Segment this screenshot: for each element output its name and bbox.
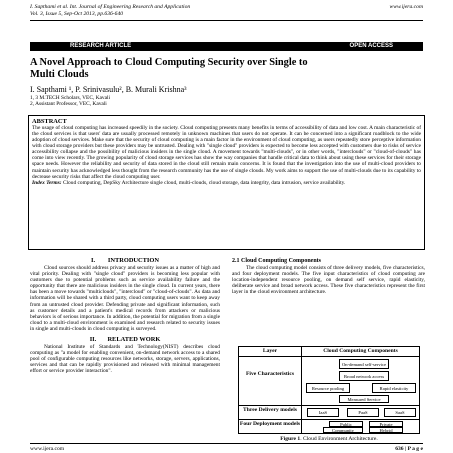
introduction-text: Cloud sources should address privacy and security issues as a matter of high and vital priority. Dealing with "single cloud" providers is becoming less popular with customers due to potential problems such as service availability failure and the opportunity that there are malicious insiders in the single cloud. In current years, there has been a move towards "multiclouds", "intercloud" or "cloud-of-clouds". As data and information will be shared with a third party, cloud computing users want to keep away from an untrusted cloud provider. Defending private and significant information, such as customer details and a patient's medical records from attackers or malicious behaviors is of serious importance. In addition, the potential for migration from a single cloud to a multi-cloud environment is examined and research related to security issues in single and multi-clouds in cloud computing is surveyed. (30, 265, 220, 332)
components-text: The cloud computing model consists of three delivery models, five characteristics, and four deployment models. The five input characteristics of cloud computing are location-independent resource pooling, on demand self service, rapid elasticity, deliberate service and broad network access. These five characteristics represent the first layer in the cloud environment architecture. (232, 265, 425, 296)
article-banner (30, 42, 423, 51)
private-box: Private (369, 421, 403, 427)
introduction-heading: I. INTRODUCTION (91, 257, 159, 264)
public-box: Public (329, 421, 363, 427)
related-work-heading: II. RELATED WORK (89, 335, 161, 343)
journal-volume: Vol. 3, Issue 5, Sep-Oct 2013, pp.636-640 (30, 10, 124, 17)
index-terms (32, 180, 421, 186)
related-work-text: National Institute of Standards and Technology(NIST) describes cloud computing as "a model for enabling convenient, on-demand network access to a shared pool of configurable computing resources like networks, storage, servers, applications, services and that can be rapidly provisioned and released with minimal management effort or service provider interaction". (30, 344, 220, 375)
affiliation-1: 1, 3 M.TECH Scholars, VEC, Kavali (30, 95, 111, 101)
abstract-box (28, 115, 425, 250)
figure-column-divider (301, 347, 302, 433)
footer-rule (30, 443, 423, 444)
paper-authors: I. Sapthami ¹, P. Srinivasulu², B. Murali Krishna³ (30, 85, 187, 94)
figure-row-divider-2 (239, 419, 419, 420)
journal-header (30, 4, 190, 18)
affiliation-2: 2, Assistant Professor, VEC, Kavali (30, 101, 107, 108)
figure-layer-header: Layer (262, 348, 278, 354)
abstract-text: The usage of cloud computing has increased speedily in the society. Cloud computing presents many benefits in terms of accessibility of data and low cost. A main characteristic of the cloud services is that users' data are usually processed remotely in unknown machines that users do not operate. It can be concerned into a significant roadblock to the wide adoption of cloud services. Make sure that the security of cloud computing is a main factor in the environment of cloud computing, as users repeatedly store perceptive information with cloud storage providers but these providers may be untrusted. Dealing with "single cloud" providers is expected to become less accepted with customers due to risks of service accessibility collapse and the possibility of malicious insiders in the single cloud. A movement towards "multi-clouds", or in other words, "interclouds" or "cloud-of-clouds" has come into view recently. The growing popularity of cloud storage services has show the way companies that handle critical data to think about using these services for their storage space needs. However the reliability and security of data stored in the cloud still remain main concerns. It is found that the investigation into the use of multi-cloud providers to maintain security has acknowledged less thought from the research community has the use of single clouds. My work aims to support the use of multi-clouds due to its capability to decrease security risks that affect the cloud computing user. (32, 125, 421, 180)
header-website: www.ijera.com (389, 4, 423, 10)
resource-pooling-box: Resource pooling (306, 383, 350, 393)
footer-website: www.ijera.com (30, 446, 65, 452)
on-demand-box: On-demand self-service (339, 359, 389, 369)
left-column (30, 258, 220, 374)
figure-row-divider-1 (239, 405, 419, 406)
three-delivery-models-label: Three Delivery models (243, 407, 297, 413)
hybrid-box: Hybrid (369, 427, 403, 433)
research-article-label: RESEARCH ARTICLE (70, 43, 132, 49)
open-access-label: OPEN ACCESS (349, 43, 393, 49)
broad-network-box: Broad network access (339, 371, 389, 381)
journal-citation: I. Sapthami et al. Int. Journal of Engineering Research and Application (30, 4, 191, 10)
four-deployment-models-label: Four Deployment models (239, 421, 301, 427)
figure-caption (238, 436, 420, 442)
iaas-box: IaaS (307, 408, 339, 417)
index-terms-text: Cloud computing, DepSky Architecture single cloud, multi-clouds, cloud storage, data integrity, data intrusion, service availability. (61, 179, 346, 186)
right-column (232, 258, 425, 295)
measured-service-box: Measured Service (339, 395, 389, 403)
cloud-architecture-figure (238, 346, 420, 434)
figure-caption-text: . Cloud Environment Architecture. (300, 436, 378, 442)
author-affiliations (30, 95, 110, 107)
abstract-heading: ABSTRACT (32, 118, 67, 125)
figure-components-header: Cloud Computing Components (323, 348, 398, 354)
community-box: Community (323, 427, 363, 433)
page-number: 636 | P a g e (395, 446, 423, 452)
index-terms-label: Index Terms: (32, 179, 62, 186)
rapid-elasticity-box: Rapid elasticity (372, 383, 416, 393)
paper-title: A Novel Approach to Cloud Computing Security over Single to Multi Clouds (30, 57, 308, 80)
saas-box: SaaS (384, 408, 416, 417)
paas-box: PaaS (347, 408, 379, 417)
figure-caption-label: Figure 1 (280, 436, 301, 442)
five-characteristics-label: Five Characteristics (246, 371, 294, 377)
components-heading: 2.1 Cloud Computing Components (232, 258, 322, 264)
header-rule (30, 20, 423, 21)
